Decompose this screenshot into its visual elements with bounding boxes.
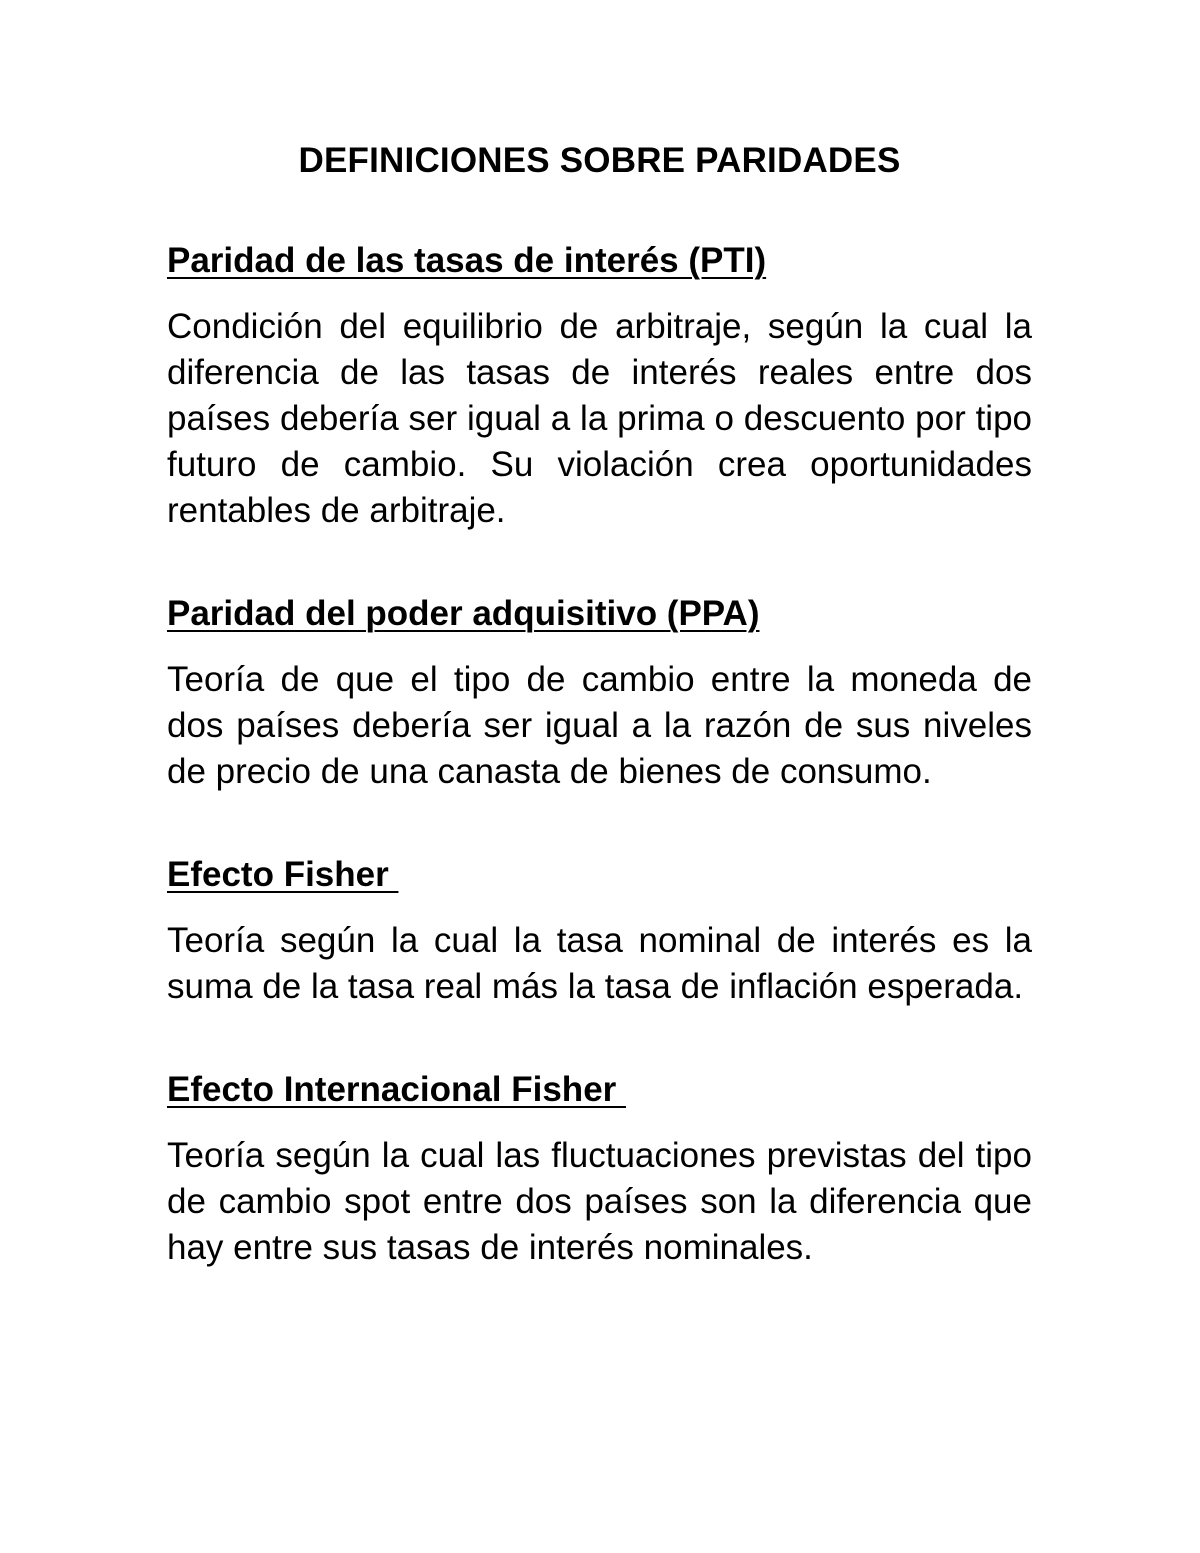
section-body: Teoría según la cual la tasa nominal de interés es la suma de la tasa real más la tasa de inflación esperada. xyxy=(167,921,1032,1006)
section-spacer xyxy=(167,795,1032,852)
section-pti xyxy=(167,238,1032,534)
section-ppa xyxy=(167,591,1032,795)
section-heading: Efecto Internacional Fisher xyxy=(167,1070,626,1109)
section-heading: Paridad de las tasas de interés (PTI) xyxy=(167,241,767,280)
section-body: Condición del equilibrio de arbitraje, según la cual la diferencia de las tasas de interés reales entre dos países debería ser igual a la prima o descuento por tipo futuro de cambio. Su violación crea oportunidades rentables de arbitraje. xyxy=(167,307,1032,530)
section-fisher xyxy=(167,852,1032,1010)
section-heading: Paridad del poder adquisitivo (PPA) xyxy=(167,594,760,633)
section-international-fisher xyxy=(167,1067,1032,1271)
title-wrapper xyxy=(167,138,1032,184)
document-title: DEFINICIONES SOBRE PARIDADES xyxy=(298,141,901,180)
section-heading: Efecto Fisher xyxy=(167,855,399,894)
section-body: Teoría según la cual las fluctuaciones previstas del tipo de cambio spot entre dos países son la diferencia que hay entre sus tasas de interés nominales. xyxy=(167,1136,1032,1267)
document-page xyxy=(167,138,1032,1271)
section-spacer xyxy=(167,1010,1032,1067)
section-spacer xyxy=(167,534,1032,591)
section-body: Teoría de que el tipo de cambio entre la moneda de dos países debería ser igual a la razón de sus niveles de precio de una canasta de bienes de consumo. xyxy=(167,660,1032,791)
